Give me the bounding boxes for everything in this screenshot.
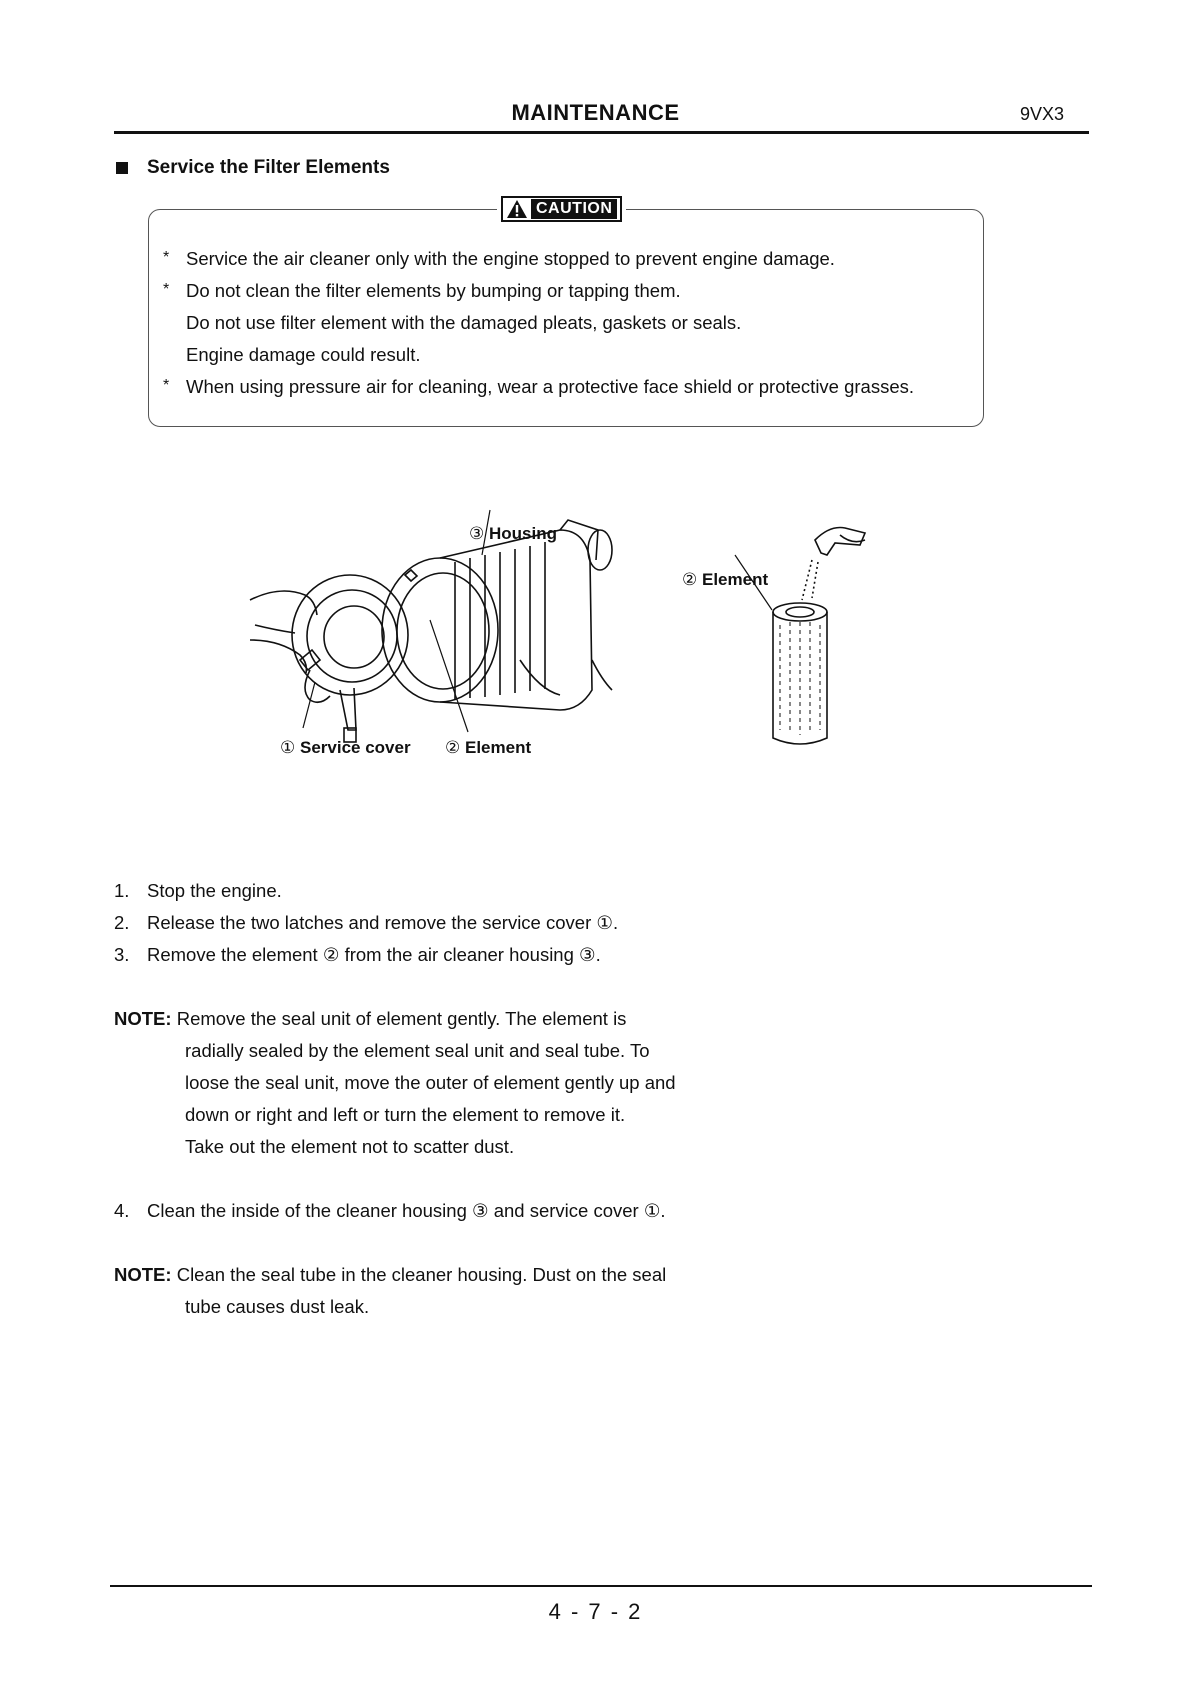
caution-line: When using pressure air for cleaning, wear a protective face shield or protective grasses.	[186, 376, 915, 397]
housing-drawing	[382, 520, 612, 710]
element-label-left-num: ②	[445, 738, 461, 757]
note-first-line: Remove the seal unit of element gently. The element is	[176, 1008, 627, 1029]
caution-badge	[497, 192, 626, 226]
service-cover-label-num: ①	[280, 738, 296, 757]
caution-marker: *	[163, 377, 170, 394]
step-text: Clean the inside of the cleaner housing ③ and service cover ①.	[147, 1200, 666, 1221]
element-label-left-text: Element	[464, 738, 532, 757]
note-first-line: Clean the seal tube in the cleaner housing. Dust on the seal	[176, 1264, 667, 1285]
section-bullet-icon	[116, 162, 128, 174]
service-cover-drawing	[250, 570, 417, 742]
element-label-right-num: ②	[682, 570, 698, 589]
element-label-right	[682, 570, 768, 590]
document-code: 9VX3	[1020, 104, 1065, 124]
note-paragraph	[114, 1263, 666, 1287]
service-cover-label-text: Service cover	[299, 738, 411, 757]
note-key: NOTE:	[114, 1264, 172, 1285]
caution-line: Service the air cleaner only with the engine stopped to prevent engine damage.	[186, 248, 835, 269]
section-title: Service the Filter Elements	[147, 157, 390, 178]
caution-marker: *	[163, 249, 170, 266]
note-line: down or right and left or turn the element to remove it.	[185, 1104, 626, 1125]
warning-icon	[506, 199, 528, 219]
step-number: 3.	[114, 944, 130, 965]
note-line: tube causes dust leak.	[185, 1296, 370, 1317]
step-text: Remove the element ② from the air cleaner housing ③.	[147, 944, 601, 965]
page-title: MAINTENANCE	[511, 100, 680, 125]
step-number: 2.	[114, 912, 130, 933]
element-label-right-text: Element	[701, 570, 769, 589]
caution-line: Do not use filter element with the damaged pleats, gaskets or seals.	[186, 312, 742, 333]
service-cover-label	[280, 738, 411, 758]
step-number: 4.	[114, 1200, 130, 1221]
note-paragraph	[114, 1007, 626, 1031]
caution-marker: *	[163, 281, 170, 298]
header-rule	[114, 131, 1089, 134]
housing-label	[469, 524, 557, 544]
note-key: NOTE:	[114, 1008, 172, 1029]
note-line: loose the seal unit, move the outer of element gently up and	[185, 1072, 676, 1093]
note-line: Take out the element not to scatter dust.	[185, 1136, 515, 1157]
step-text: Release the two latches and remove the service cover ①.	[147, 912, 619, 933]
caution-line: Do not clean the filter elements by bumping or tapping them.	[186, 280, 681, 301]
caution-line: Engine damage could result.	[186, 344, 421, 365]
page-number: 4 - 7 - 2	[548, 1599, 643, 1624]
step-text: Stop the engine.	[147, 880, 282, 901]
note-line: radially sealed by the element seal unit and seal tube. To	[185, 1040, 650, 1061]
housing-label-num: ③	[469, 524, 485, 543]
housing-label-text: Housing	[488, 524, 557, 543]
element-label-left	[445, 738, 531, 758]
element-drawing	[773, 528, 865, 745]
footer-rule	[110, 1585, 1092, 1587]
step-number: 1.	[114, 880, 130, 901]
caution-label: CAUTION	[531, 199, 617, 219]
